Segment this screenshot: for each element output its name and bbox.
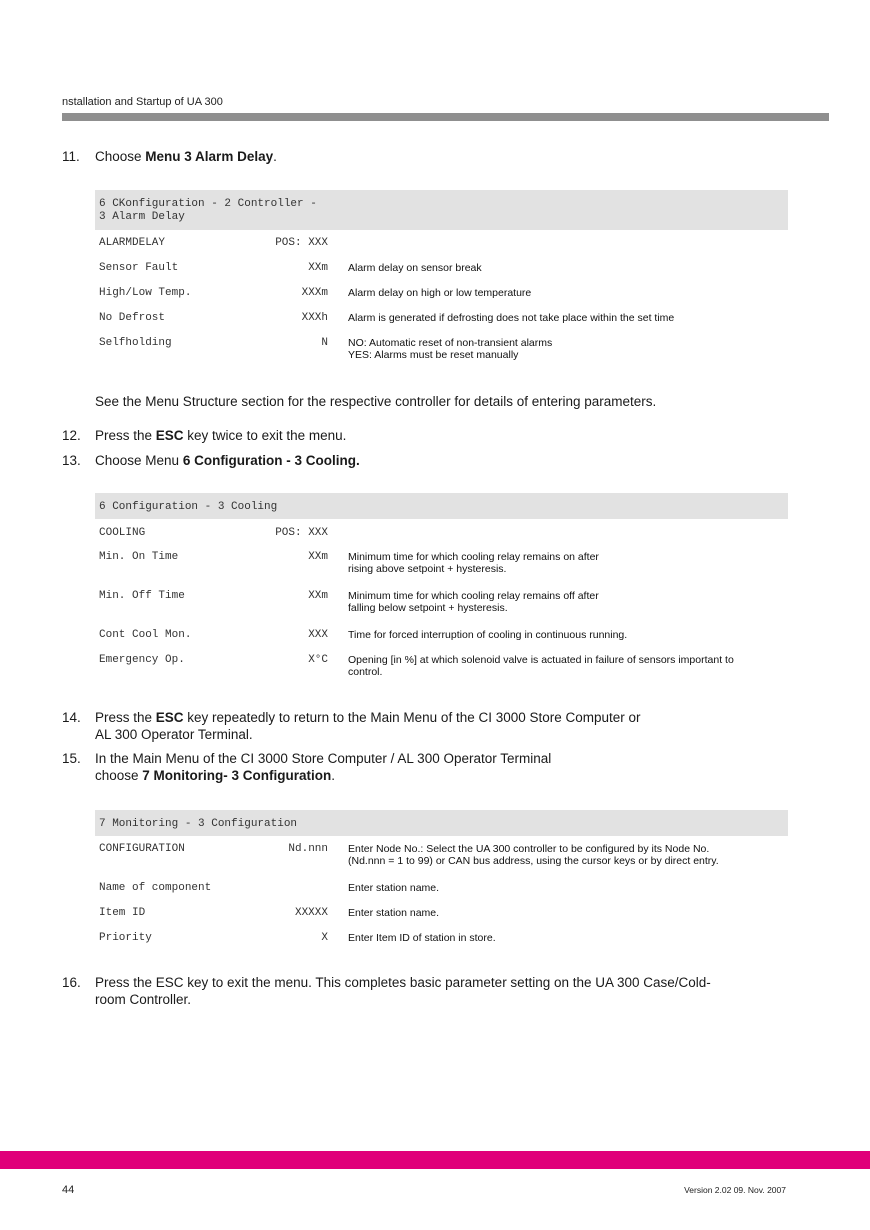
param-value: X°C — [308, 654, 328, 666]
param-description: Enter station name. — [348, 907, 440, 919]
step-text — [95, 974, 795, 1008]
step-number: 14. — [62, 710, 81, 725]
table-row — [95, 843, 788, 873]
step-number: 12. — [62, 428, 81, 443]
param-name: Emergency Op. — [99, 654, 185, 666]
step-text-part: choose — [95, 768, 143, 783]
panel-title: 7 Monitoring - 3 Configuration — [99, 818, 298, 830]
param-value: XXXm — [301, 287, 328, 299]
step-text — [95, 750, 795, 784]
step-text-part: AL 300 Operator Terminal. — [95, 727, 253, 742]
param-value: Nd.nnn — [288, 843, 328, 855]
param-description: Time for forced interruption of cooling in continuous running. — [348, 629, 628, 641]
panel-title: 6 CKonfiguration - 2 Controller - — [99, 198, 317, 210]
param-name: Sensor Fault — [99, 262, 179, 274]
step-number: 13. — [62, 453, 81, 468]
param-name: No Defrost — [99, 312, 166, 324]
panel-cooling-header — [95, 493, 788, 519]
param-name: Min. Off Time — [99, 590, 185, 602]
param-description: NO: Automatic reset of non-transient alarms YES: Alarms must be reset manually — [348, 337, 553, 361]
param-value: XXm — [308, 590, 328, 602]
param-description: Enter Node No.: Select the UA 300 controller to be configured by its Node No. (Nd.nnn = 1 to 99) or CAN bus address, using the cursor keys or by direct entry. — [348, 843, 719, 867]
footer-accent-bar — [0, 1151, 870, 1169]
param-name: Selfholding — [99, 337, 172, 349]
step-text-bold: Menu 3 Alarm Delay — [145, 149, 274, 164]
panel-alarm-delay-header — [95, 190, 788, 230]
step-number: 11. — [62, 149, 80, 164]
step-text-part: . — [273, 149, 277, 164]
step-text-part: . — [331, 768, 336, 783]
note-paragraph: See the Menu Structure section for the respective controller for details of entering parameters. — [95, 394, 657, 409]
param-description: Alarm delay on high or low temperature — [348, 287, 532, 299]
panel-title: 3 Alarm Delay — [99, 211, 185, 223]
step-text — [95, 427, 795, 444]
param-value: XXXXX — [294, 907, 328, 919]
step-text — [95, 709, 795, 743]
param-value: XXXh — [301, 312, 328, 324]
param-description: Alarm is generated if defrosting does not take place within the set time — [348, 312, 675, 324]
table-row — [95, 590, 788, 620]
param-value: N — [321, 337, 328, 349]
panel-monitoring-header — [95, 810, 788, 836]
param-name: Cont Cool Mon. — [99, 629, 192, 641]
param-description: Minimum time for which cooling relay remains off after falling below setpoint + hysteresis. — [348, 590, 599, 614]
table-row — [95, 932, 788, 962]
step-text-part: key twice to exit the menu. — [183, 428, 347, 443]
param-name: Priority — [99, 932, 152, 944]
param-description: Enter station name. — [348, 882, 440, 894]
param-value: POS: XXX — [275, 527, 328, 539]
param-description: Alarm delay on sensor break — [348, 262, 482, 274]
param-name: Name of component — [99, 882, 212, 894]
step-text-bold: ESC — [155, 428, 184, 443]
param-name: COOLING — [99, 527, 146, 539]
table-row — [95, 337, 788, 367]
param-value: XXm — [308, 551, 328, 563]
param-name: CONFIGURATION — [99, 843, 185, 855]
step-text-part: Choose Menu — [95, 453, 183, 468]
step-text-bold: ESC — [155, 710, 184, 725]
step-text-part: Choose — [95, 149, 146, 164]
param-description: Opening [in %] at which solenoid valve is actuated in failure of sensors important to control. — [348, 654, 734, 678]
table-row — [95, 551, 788, 581]
step-text-part: Press the ESC key to exit the menu. This completes basic parameter setting on the UA 300 Case/Cold- — [95, 975, 711, 990]
param-value: POS: XXX — [275, 237, 328, 249]
header-rule — [62, 113, 829, 121]
panel-title: 6 Configuration - 3 Cooling — [99, 501, 278, 513]
step-text-part: room Controller. — [95, 992, 192, 1007]
param-value: X — [321, 932, 328, 944]
version-info: Version 2.02 09. Nov. 2007 — [684, 1185, 786, 1195]
param-value: XXm — [308, 262, 328, 274]
step-text — [95, 148, 795, 165]
param-name: Item ID — [99, 907, 146, 919]
page-number: 44 — [62, 1184, 75, 1196]
running-header: nstallation and Startup of UA 300 — [62, 96, 223, 108]
step-text-part: In the Main Menu of the CI 3000 Store Computer / AL 300 Operator Terminal — [95, 751, 552, 766]
step-text-part: Press the — [95, 428, 156, 443]
step-text-bold: 6 Configuration - 3 Cooling. — [182, 453, 360, 468]
param-value: XXX — [308, 629, 328, 641]
param-name: High/Low Temp. — [99, 287, 192, 299]
param-name: ALARMDELAY — [99, 237, 166, 249]
param-description: Enter Item ID of station in store. — [348, 932, 496, 944]
table-row — [95, 654, 788, 684]
param-description: Minimum time for which cooling relay remains on after rising above setpoint + hysteresis. — [348, 551, 599, 575]
step-number: 15. — [62, 751, 81, 766]
step-text-part: Press the — [95, 710, 156, 725]
step-text-part: key repeatedly to return to the Main Menu of the CI 3000 Store Computer or — [183, 710, 641, 725]
param-name: Min. On Time — [99, 551, 179, 563]
step-number: 16. — [62, 975, 81, 990]
step-text — [95, 452, 795, 469]
step-text-bold: 7 Monitoring- 3 Configuration — [142, 768, 332, 783]
